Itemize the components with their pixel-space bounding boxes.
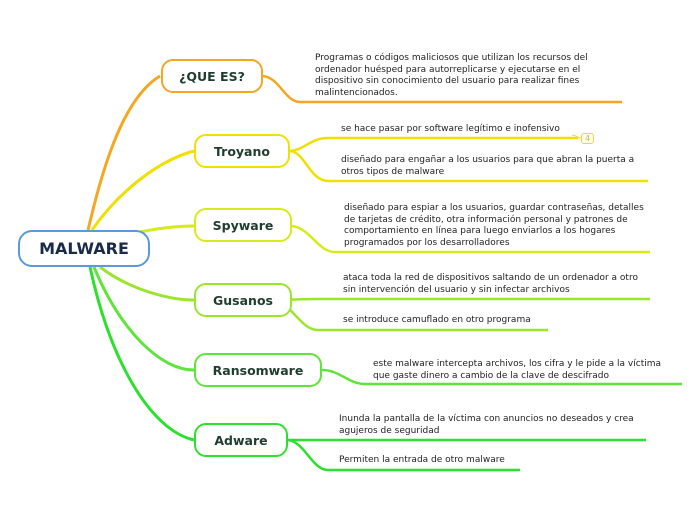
branch-spyware[interactable] <box>194 208 292 242</box>
branch-adware[interactable] <box>194 423 288 457</box>
note-ransomware: este malware intercepta archivos, los cifra y le pide a la víctima que gaste dinero a cambio de la clave de descifrado <box>373 359 661 381</box>
note-troyano-1: se hace pasar por software legítimo e inofensivo <box>341 124 560 134</box>
note-line-troyano-1 <box>290 138 578 151</box>
branch-label: Ransomware <box>212 362 304 378</box>
branch-ransomware[interactable] <box>194 353 322 387</box>
note-adware-2: Permiten la entrada de otro malware <box>339 455 505 465</box>
connector-ransomware <box>94 267 194 370</box>
note-line-gusanos-1 <box>272 299 650 300</box>
branch-troyano[interactable] <box>194 134 290 168</box>
branch-label: Spyware <box>212 217 274 233</box>
branch-gusanos[interactable] <box>194 283 292 317</box>
branch-label: Adware <box>214 432 268 448</box>
note-troyano-2: diseñado para engañar a los usuarios para que abran la puerta a otros tipos de malware <box>341 155 635 177</box>
branch-label: Troyano <box>214 143 270 159</box>
connector-que-es <box>88 76 160 230</box>
branch-label: ¿QUE ES? <box>179 68 245 84</box>
note-count-badge[interactable]: 4 <box>581 133 594 144</box>
note-que-es: Programas o códigos maliciosos que utilizan los recursos del ordenador huésped para autorreplicarse y ejecutarse en el dispositivo sin conocimiento del usuario para realizar fines malintencionados. <box>315 53 588 98</box>
note-spyware: diseñado para espiar a los usuarios, guardar contraseñas, detalles de tarjetas de crédito, otra información personal y patrones de comportamiento en línea para luego enviarlos a los hogares programados por los desarrolladores <box>344 203 644 248</box>
branch-label: Gusanos <box>213 292 273 308</box>
note-adware-1: Inunda la pantalla de la víctima con anuncios no deseados y crea agujeros de seguridad <box>339 414 634 436</box>
connector-gusanos <box>100 267 194 300</box>
note-gusanos-2: se introduce camuflado en otro programa <box>343 315 531 325</box>
connector-spyware <box>140 226 194 232</box>
root-node-malware[interactable]: MALWARE <box>18 230 150 267</box>
note-gusanos-1: ataca toda la red de dispositivos saltando de un ordenador a otro sin intervención del usuario y sin infectar archivos <box>343 273 638 295</box>
branch-que-es[interactable] <box>161 59 263 93</box>
